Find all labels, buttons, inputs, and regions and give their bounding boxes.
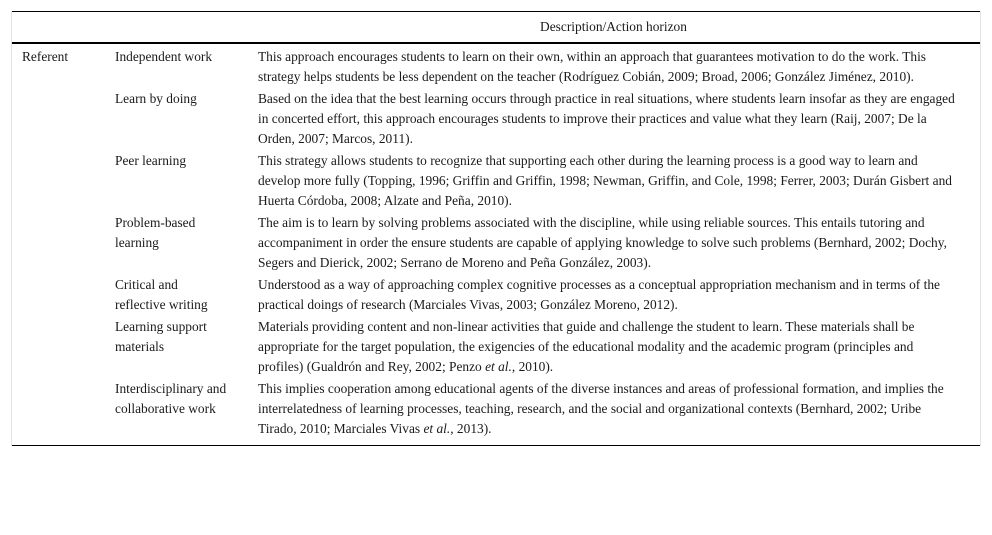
header-cell-strategy [105,12,247,44]
referent-cell-empty [12,377,105,446]
citation-et-al: et al. [423,421,451,436]
strategy-cell: Learn by doing [115,91,197,106]
description-cell: The aim is to learn by solving problems associated with the discipline, while using reliable sources. This entails tutoring and accompaniment in order the ensure students are capable of applying knowledge to solve such problems (Bernhard, 2002; Dochy, Segers and Dierick, 2002; Serrano de Moreno and Peña González, 2003). [258,215,947,270]
header-cell-description: Description/Action horizon [247,12,980,44]
table-row [12,211,980,273]
description-text: Materials providing content and non-linear activities that guide and challenge the student to learn. These materials shall be appropriate for the target population, the exigencies of the educational modality and the academic program (principles and profiles) (Gualdrón and Rey, 2002; Penzo [258,319,915,374]
strategy-cell: Independent work [115,49,213,64]
table-row [12,149,980,211]
strategies-table-container [11,11,981,446]
strategy-cell: Interdisciplinary and collaborative work [105,377,247,446]
referent-cell-empty [12,273,105,315]
description-text: This implies cooperation among educational agents of the diverse instances and areas of professional formation, and implies the interrelatedness of learning processes, teaching, research, and the social and organizational contexts (Bernhard, 2002; Uribe Tirado, 2010; Marciales Vivas [258,381,944,436]
referent-cell-empty [12,87,105,149]
strategy-cell: Learning support materials [115,319,207,354]
header-cell-referent [12,12,105,44]
strategy-cell: Critical and reflective writing [115,277,208,312]
table-body [12,43,980,446]
referent-cell-empty [12,149,105,211]
description-cell: This strategy allows students to recognize that supporting each other during the learning process is a good way to learn and develop more fully (Topping, 1996; Griffin and Griffin, 1998; Newman, Griffin, and Cole, 1998; Ferrer, 2003; Durán Gisbert and Huerta Córdoba, 2008; Alzate and Peña, 2010). [258,153,952,208]
description-cell: Based on the idea that the best learning occurs through practice in real situations, where students learn insofar as they are engaged in concerted effort, this approach encourages students to improve their practices and value what they learn (Raij, 2007; De la Orden, 2007; Marcos, 2011). [258,91,955,146]
strategies-table [12,11,980,446]
table-row [12,273,980,315]
table-header [12,12,980,44]
header-row [12,12,980,44]
description-text-end: , 2013). [450,421,492,436]
table-row [12,315,980,377]
table-row [12,377,980,446]
description-cell: This approach encourages students to learn on their own, within an approach that guarantees motivation to do the work. This strategy helps students be less dependent on the teacher (Rodríguez Cobián, 2009; Broad, 2006; González Jiménez, 2010). [258,49,926,84]
description-cell [247,377,980,446]
referent-cell-empty [12,315,105,377]
referent-cell: Referent [22,49,69,64]
description-cell: Understood as a way of approaching complex cognitive processes as a conceptual appropriation mechanism and in terms of the practical doings of research (Marciales Vivas, 2003; González Moreno, 2012). [258,277,940,312]
strategy-cell: Peer learning [115,153,187,168]
referent-cell-empty [12,211,105,273]
table-row [12,87,980,149]
description-cell [247,315,980,377]
citation-et-al: et al. [485,359,512,374]
description-text-end: , 2010). [511,359,554,374]
table-row [12,43,980,87]
strategy-cell: Problem-based learning [115,215,196,250]
